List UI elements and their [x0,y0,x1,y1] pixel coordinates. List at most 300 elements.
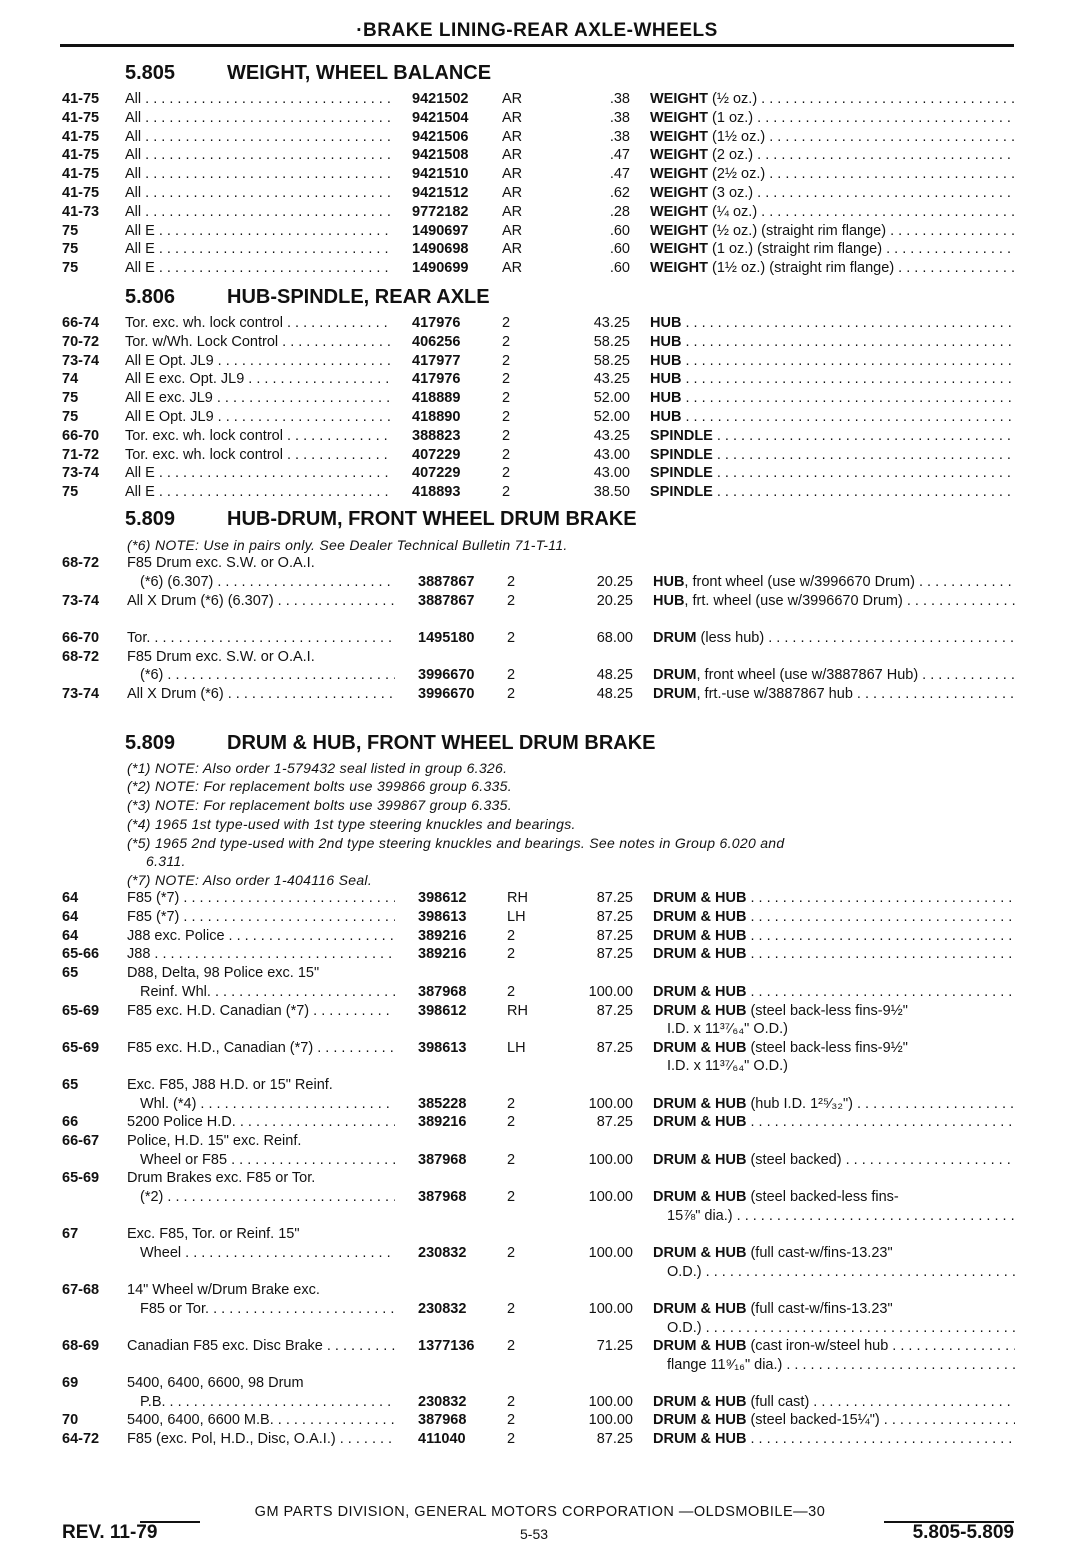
application: F85 or Tor. . . . [140,1301,395,1317]
model-years: 41-75 [62,128,100,145]
description-detail: (steel backed-15¼") [746,1412,880,1428]
price: 87.25 [596,909,633,925]
model-years: 68-72 [62,555,100,571]
description [653,928,1015,944]
quantity: AR [502,241,523,258]
part-number: 9421512 [412,185,469,201]
model-years: 64 [62,890,79,906]
application: Reinf. Whl. . . . [140,984,395,1000]
section-note: (*2) NOTE: For replacement bolts use 399866 group 6.335. [127,778,512,794]
model-years: 75 [62,390,79,407]
application: Tor. exc. wh. lock control . . . [125,447,393,463]
part-number: 398613 [418,1040,467,1056]
part-number: 398612 [418,890,467,906]
description-name: WEIGHT [650,260,708,277]
description-detail: (½ oz.) [708,91,758,107]
quantity: 2 [507,1152,516,1168]
application: F85 (*7) . . . [127,909,395,925]
price: .38 [609,128,630,145]
part-number: 1490699 [412,260,469,277]
price: 100.00 [588,984,633,1000]
model-years: 67 [62,1226,79,1242]
table-row [0,1096,1080,1115]
model-years: 66 [62,1114,79,1130]
part-number: 9772182 [412,203,469,220]
description [650,484,1015,500]
model-years: 68-69 [62,1338,100,1354]
table-row [0,1077,1080,1096]
description [650,390,1015,406]
table-row [0,593,1080,612]
table-row [0,1375,1080,1394]
description-name: HUB [650,315,682,331]
description-detail: , front wheel (use w/3887867 Hub) [696,667,919,683]
quantity: 2 [507,574,516,590]
quantity: 2 [507,1114,516,1130]
quantity: 2 [507,984,516,1000]
section-range: 5.805-5.809 [912,1522,1014,1543]
model-years: 65-69 [62,1170,100,1186]
description [653,1245,1015,1261]
table-row [0,1189,1080,1208]
price: 43.00 [593,465,630,482]
section-note: (*5) 1965 2nd type-used with 2nd type steering knuckles and bearings. See notes in Group 6.020 and [127,835,785,851]
application: Canadian F85 exc. Disc Brake . . . [127,1338,395,1354]
description-name: DRUM & HUB [653,1431,747,1447]
table-row [0,890,1080,909]
description-name: DRUM & HUB [653,1096,747,1112]
part-number: 418890 [412,409,461,425]
table-row [0,465,1080,484]
description [650,166,1015,182]
application: All E Opt. JL9 . . . [125,409,393,425]
section-title: WEIGHT, WHEEL BALANCE [227,62,492,84]
price: .38 [609,109,630,126]
description [653,1189,1015,1205]
table-row [0,1412,1080,1431]
model-years: 75 [62,241,79,258]
quantity: 2 [502,446,511,463]
price: 58.25 [593,333,630,350]
application: All E . . . [125,465,393,481]
quantity: 2 [502,333,511,350]
table-row [0,909,1080,928]
description [653,1114,1015,1130]
model-years: 64-72 [62,1431,100,1447]
table-row [0,353,1080,372]
price: 87.25 [596,946,633,962]
part-number: 387968 [418,1189,467,1205]
table-row [0,984,1080,1003]
description-continuation: O.D.) . . . [667,1320,1015,1336]
application: All . . . [125,185,393,201]
description-name: HUB [650,371,682,388]
price: 87.25 [596,890,633,906]
part-number: 230832 [418,1301,467,1317]
quantity: 2 [507,928,516,944]
model-years: 66-74 [62,315,100,331]
section-note: (*1) NOTE: Also order 1-579432 seal listed in group 6.326. [127,760,508,776]
part-number: 418893 [412,484,461,501]
application: All E . . . [125,223,393,239]
application: All . . . [125,129,393,145]
application: All E Opt. JL9 . . . [125,353,393,369]
description-name: HUB [653,574,685,590]
description-detail: (steel back-less fins-9½" [746,1003,908,1019]
application: Police, H.D. 15" exc. Reinf. [127,1133,302,1149]
description [650,465,1015,481]
description [653,946,1015,962]
application: Tor. w/Wh. Lock Control . . . [125,334,393,350]
part-number: 406256 [412,333,461,350]
quantity: 2 [507,1338,516,1354]
description-name: SPINDLE [650,484,713,501]
part-number: 389216 [418,946,467,962]
table-row [0,390,1080,409]
description-continuation: 15⅞" dia.) . . . [667,1208,1015,1224]
model-years: 65-66 [62,946,100,962]
table-row [0,409,1080,428]
application: P.B. . . . [140,1394,395,1410]
model-years: 70 [62,1412,79,1428]
quantity: AR [502,203,523,220]
model-years: 41-75 [62,147,100,164]
part-number: 387968 [418,984,467,1000]
part-number: 417976 [412,371,461,388]
description-name: WEIGHT [650,91,708,107]
application: Tor. exc. wh. lock control . . . [125,315,393,331]
description-detail: , front wheel (use w/3996670 Drum) [684,574,915,590]
description [650,353,1015,369]
model-years: 73-74 [62,593,100,609]
description-name: SPINDLE [650,446,713,463]
section-note: (*7) NOTE: Also order 1-404116 Seal. [127,872,373,888]
model-years: 41-73 [62,203,100,220]
application: All E exc. JL9 . . . [125,390,393,406]
section-note: (*4) 1965 1st type-used with 1st type steering knuckles and bearings. [127,816,576,832]
price: 87.25 [596,928,633,944]
model-years: 73-74 [62,686,100,702]
description-detail: (1 oz.) [708,109,754,126]
description-detail: (steel back-less fins-9½" [746,1040,908,1056]
application: J88 exc. Police . . . [127,928,395,944]
description-name: DRUM & HUB [653,890,747,906]
description [650,334,1015,350]
part-number: 417976 [412,315,461,331]
description-name: WEIGHT [650,203,708,220]
application: F85 exc. H.D., Canadian (*7) . . . [127,1040,395,1056]
description-detail: , frt. wheel (use w/3996670 Drum) [684,593,903,609]
part-number: 407229 [412,465,461,482]
application: All . . . [125,204,393,220]
price: 43.00 [593,446,630,463]
description [650,223,1015,239]
quantity: RH [507,890,528,906]
description-detail: (steel backed) [746,1152,842,1168]
description-name: HUB [650,390,682,407]
table-row [0,1152,1080,1171]
description-name: WEIGHT [650,109,708,126]
section-heading [125,508,637,531]
model-years: 41-75 [62,185,100,201]
description-name: SPINDLE [650,465,713,482]
part-number: 1490697 [412,222,469,239]
quantity: 2 [507,1412,516,1428]
description-detail: (½ oz.) (straight rim flange) [708,222,887,239]
part-number: 1377136 [418,1338,475,1354]
section-note: (*6) NOTE: Use in pairs only. See Dealer Technical Bulletin 71-T-11. [127,537,568,553]
description-detail: (2½ oz.) [708,166,766,183]
application: Tor. exc. wh. lock control . . . [125,428,393,444]
description [650,129,1015,145]
price: 100.00 [588,1412,633,1428]
application: All . . . [125,147,393,163]
table-row [0,1114,1080,1133]
part-number: 389216 [418,928,467,944]
description [653,1394,1015,1410]
table-row [0,241,1080,260]
price: 100.00 [588,1394,633,1410]
description-name: DRUM & HUB [653,1003,747,1019]
table-row [0,555,1080,574]
price: 100.00 [588,1245,633,1261]
section-title: DRUM & HUB, FRONT WHEEL DRUM BRAKE [227,732,656,754]
application: 5200 Police H.D. . . . [127,1114,395,1130]
quantity: 2 [507,1301,516,1317]
table-row [0,667,1080,686]
price: 71.25 [596,1338,633,1354]
table-row [0,1058,1080,1077]
description-detail: (hub I.D. 1²⁵⁄₃₂") [746,1096,853,1112]
section-number: 5.805 [125,62,176,84]
quantity: 2 [507,686,516,702]
model-years: 75 [62,260,79,277]
price: .47 [609,166,630,183]
description-name: HUB [650,409,682,425]
part-number: 407229 [412,446,461,463]
part-number: 3887867 [418,593,475,609]
description-name: DRUM & HUB [653,1189,747,1205]
table-row [0,630,1080,649]
part-number: 9421506 [412,128,469,145]
application: All E . . . [125,260,393,276]
quantity: AR [502,147,523,164]
application: All . . . [125,110,393,126]
quantity: 2 [502,371,511,388]
description-name: DRUM [653,630,697,646]
application: F85 Drum exc. S.W. or O.A.I. [127,555,315,571]
model-years: 74 [62,371,79,388]
quantity: AR [502,166,523,183]
description [650,447,1015,463]
quantity: 2 [507,1189,516,1205]
price: .60 [609,241,630,258]
price: 100.00 [588,1152,633,1168]
model-years: 75 [62,484,79,501]
table-row [0,1320,1080,1339]
price: .47 [609,147,630,164]
price: 20.25 [596,593,633,609]
table-row [0,185,1080,204]
quantity: 2 [507,1096,516,1112]
section-number: 5.806 [125,286,176,308]
table-row [0,166,1080,185]
price: 87.25 [596,1003,633,1019]
description-detail: (¼ oz.) [708,203,758,220]
description-detail: , frt.-use w/3887867 hub [696,686,853,702]
price: .60 [609,260,630,277]
application: Whl. (*4) . . . [140,1096,395,1112]
description-name: DRUM & HUB [653,946,747,962]
part-number: 1495180 [418,630,475,646]
section-heading [125,286,490,309]
quantity: AR [502,185,523,201]
table-row [0,315,1080,334]
quantity: LH [507,1040,526,1056]
description [650,185,1015,201]
quantity: 2 [507,946,516,962]
header-rule [60,44,1014,47]
application: J88 . . . [127,946,395,962]
description [653,1003,1015,1019]
table-row [0,447,1080,466]
table-row [0,91,1080,110]
quantity: 2 [507,593,516,609]
model-years: 66-70 [62,427,100,444]
model-years: 41-75 [62,91,100,107]
table-row [0,147,1080,166]
application: (*2) . . . [140,1189,395,1205]
part-number: 418889 [412,390,461,407]
description-name: DRUM & HUB [653,1152,747,1168]
part-number: 387968 [418,1152,467,1168]
quantity: AR [502,128,523,145]
price: .38 [609,91,630,107]
part-number: 411040 [418,1431,466,1447]
description-name: DRUM [653,686,697,702]
description-continuation: I.D. x 11³⁷⁄₆₄" O.D.) [667,1021,788,1037]
description [650,241,1015,257]
section-number: 5.809 [125,508,176,530]
table-row [0,1021,1080,1040]
model-years: 66-70 [62,630,100,646]
application: F85 (exc. Pol, H.D., Disc, O.A.I.) . . . [127,1431,395,1447]
model-years: 73-74 [62,465,100,482]
application: Exc. F85, Tor. or Reinf. 15" [127,1226,300,1242]
model-years: 70-72 [62,333,100,350]
model-years: 71-72 [62,446,100,463]
model-years: 41-75 [62,109,100,126]
table-row [0,965,1080,984]
model-years: 66-67 [62,1133,100,1149]
description [653,686,1015,702]
price: 43.25 [593,315,630,331]
price: 87.25 [596,1040,633,1056]
part-number: 398613 [418,909,467,925]
section-note: 6.311. [146,853,186,869]
application: (*6) . . . [140,667,395,683]
description-continuation: O.D.) . . . [667,1264,1015,1280]
description-detail: (1 oz.) (straight rim flange) [708,241,883,258]
description [650,428,1015,444]
table-row [0,1226,1080,1245]
price: 52.00 [593,390,630,407]
description-detail: (3 oz.) [708,185,754,201]
model-years: 69 [62,1375,79,1391]
part-number: 9421502 [412,91,469,107]
description-name: WEIGHT [650,241,708,258]
table-row [0,110,1080,129]
table-row [0,649,1080,668]
application: 14" Wheel w/Drum Brake exc. [127,1282,320,1298]
description [650,204,1015,220]
quantity: 2 [507,630,516,646]
price: 100.00 [588,1096,633,1112]
description-name: DRUM & HUB [653,909,747,925]
description [650,110,1015,126]
model-years: 68-72 [62,649,100,665]
application: Exc. F85, J88 H.D. or 15" Reinf. [127,1077,333,1093]
table-row [0,574,1080,593]
description [650,409,1015,425]
price: .60 [609,222,630,239]
quantity: 2 [507,1431,516,1447]
table-row [0,1040,1080,1059]
description [653,630,1015,646]
table-row [0,129,1080,148]
description-detail: (1½ oz.) [708,128,766,145]
table-row [0,928,1080,947]
quantity: 2 [502,315,511,331]
application: All E exc. Opt. JL9 . . . [125,371,393,387]
table-row [0,1245,1080,1264]
section-note: (*3) NOTE: For replacement bolts use 399867 group 6.335. [127,797,512,813]
price: 68.00 [596,630,633,646]
model-years: 41-75 [62,166,100,183]
application: Wheel . . . [140,1245,395,1261]
description [650,315,1015,331]
quantity: 2 [502,465,511,482]
application: All . . . [125,166,393,182]
description [653,667,1015,683]
description-name: WEIGHT [650,185,708,201]
table-row [0,1338,1080,1357]
application: All . . . [125,91,393,107]
table-row [0,1133,1080,1152]
table-row [0,371,1080,390]
part-number: 398612 [418,1003,467,1019]
application: D88, Delta, 98 Police exc. 15" [127,965,320,981]
description [653,890,1015,906]
section-title: HUB-DRUM, FRONT WHEEL DRUM BRAKE [227,508,637,530]
description [650,91,1015,107]
quantity: 2 [507,1394,516,1410]
quantity: 2 [507,667,516,683]
description-detail: (1½ oz.) (straight rim flange) [708,260,895,277]
table-row [0,334,1080,353]
description [653,1301,1015,1317]
description-name: SPINDLE [650,427,713,444]
application: All X Drum (*6) . . . [127,686,395,702]
quantity: 2 [507,1245,516,1261]
description-name: DRUM & HUB [653,1301,747,1317]
model-years: 65 [62,965,79,981]
quantity: LH [507,909,526,925]
table-row [0,1394,1080,1413]
section-heading [125,732,656,755]
description [650,260,1015,276]
price: 20.25 [596,574,633,590]
